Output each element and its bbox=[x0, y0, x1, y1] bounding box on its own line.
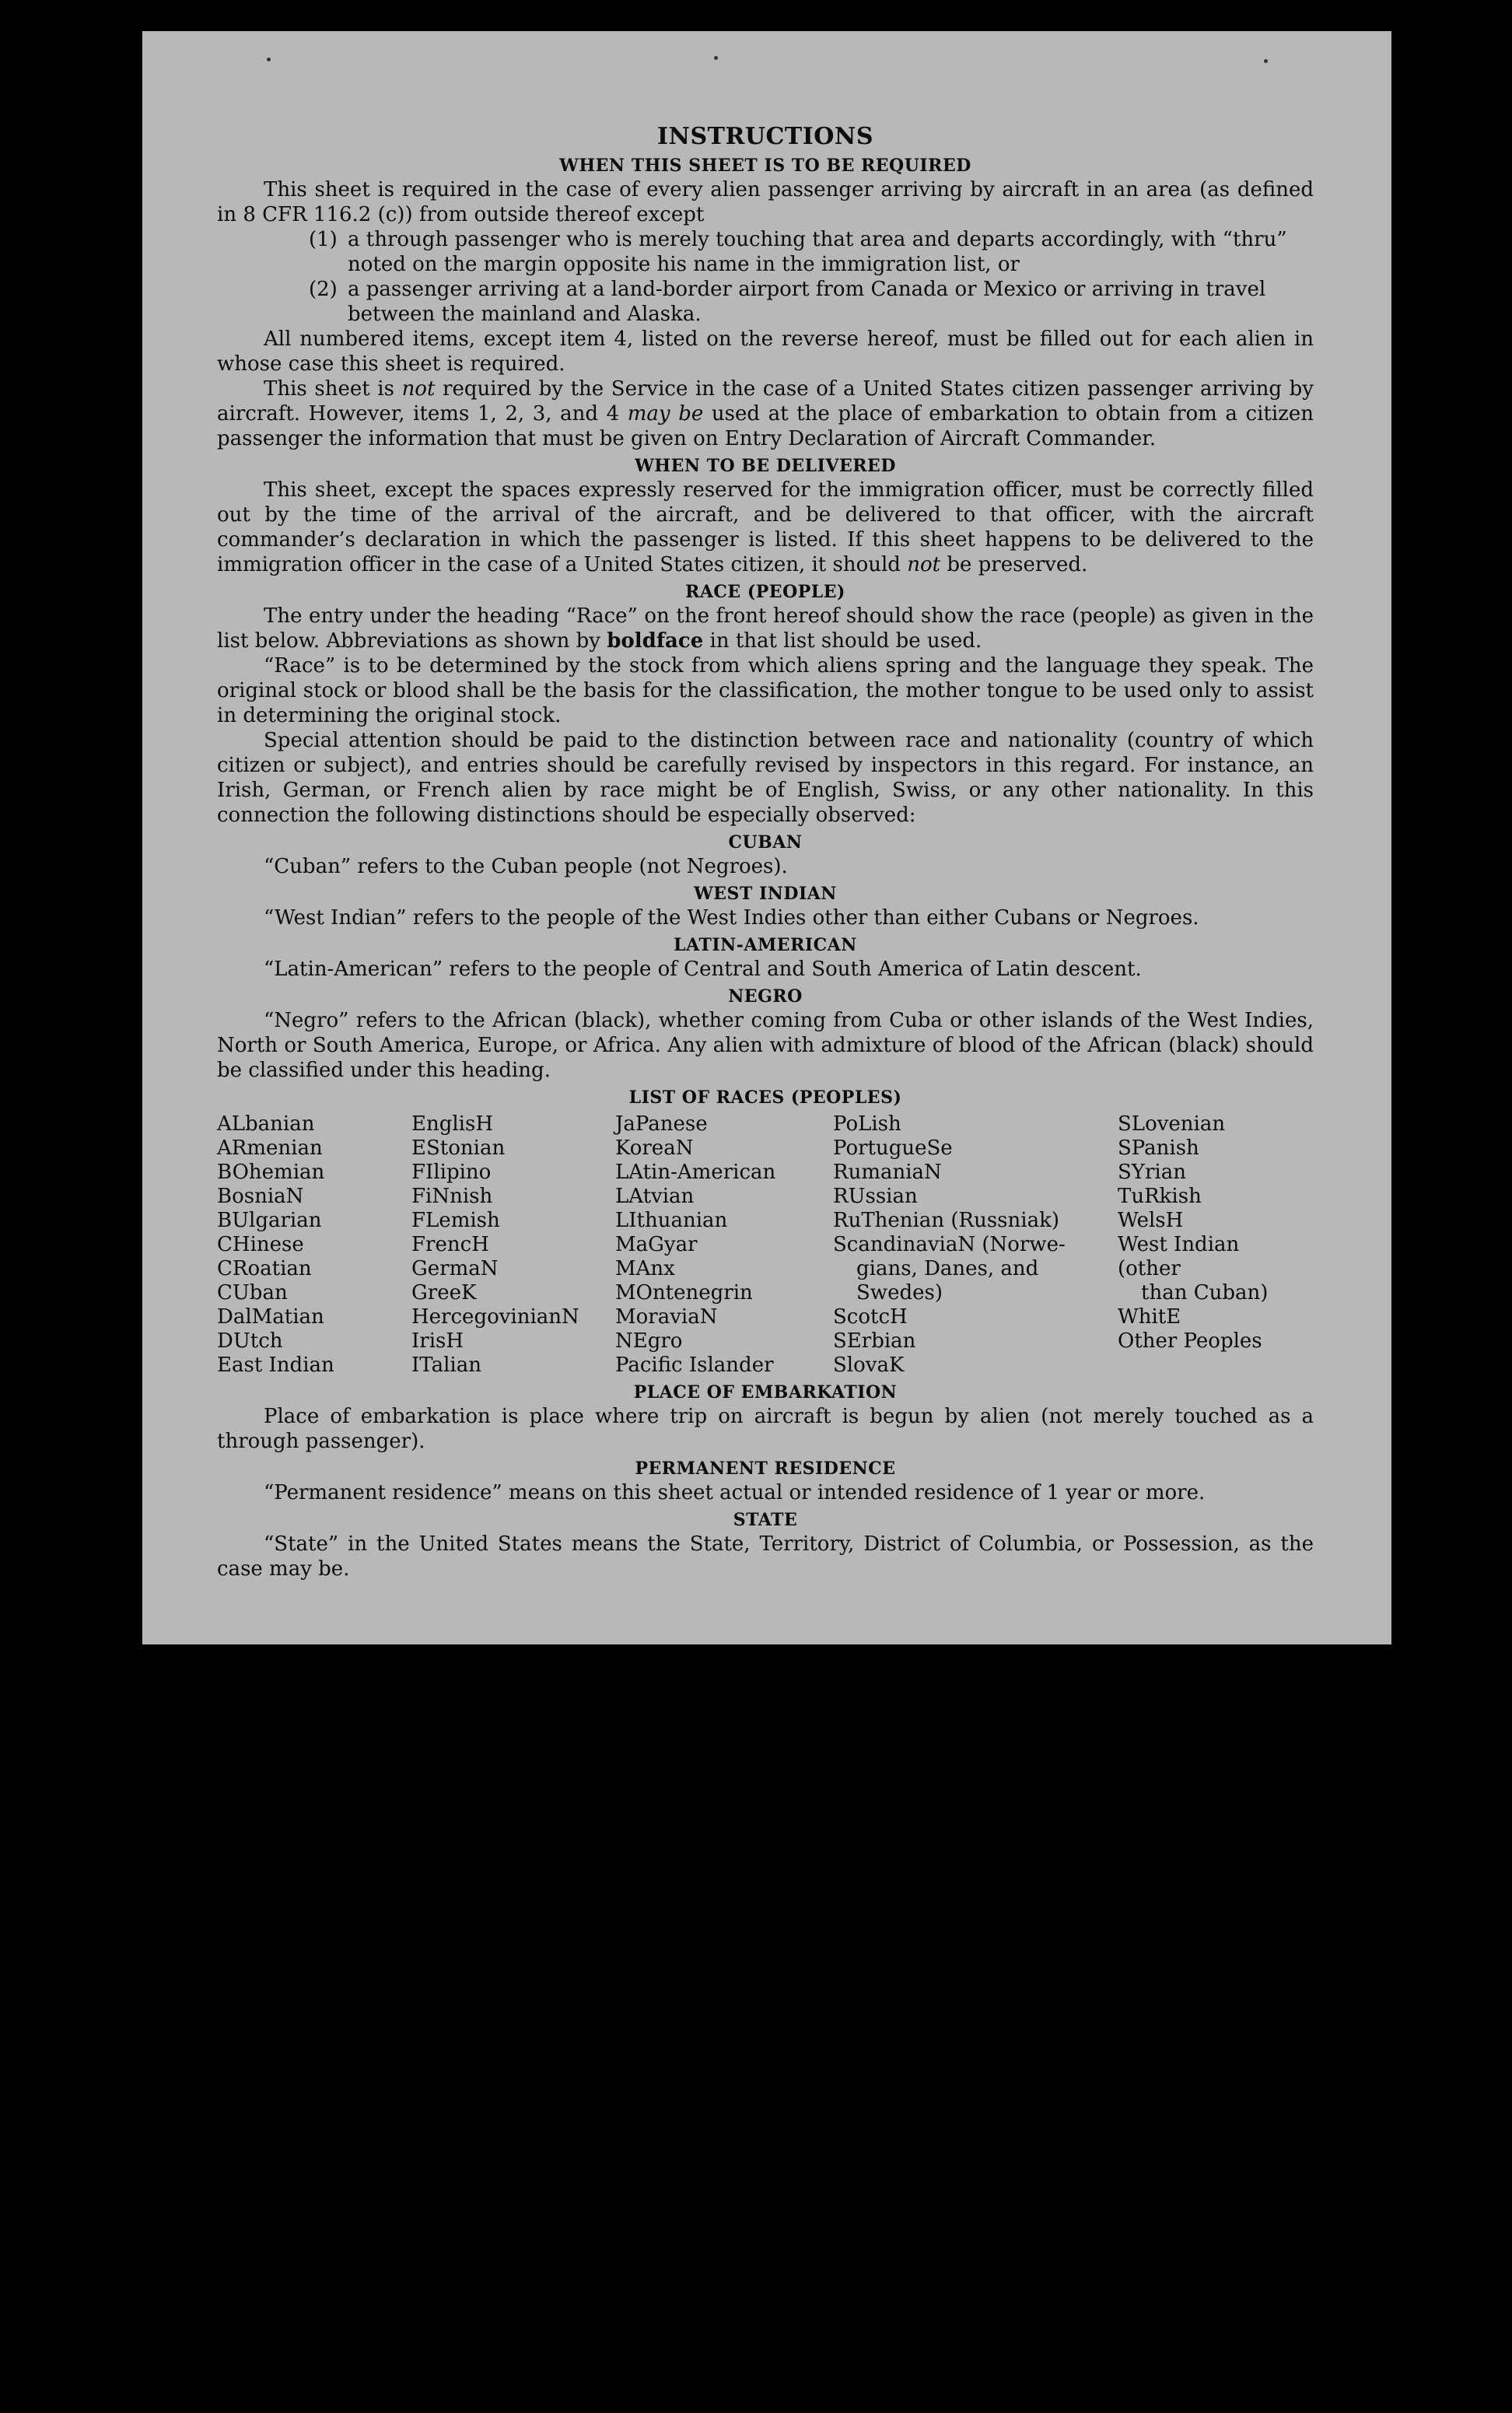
race-entry: ITalian bbox=[411, 1354, 481, 1377]
races-column bbox=[833, 1112, 1118, 1378]
race-entry: than Cuban) bbox=[1141, 1281, 1269, 1305]
race-entry: NEgro bbox=[615, 1329, 683, 1353]
exception-item bbox=[217, 277, 1314, 327]
race-entry: Other Peoples bbox=[1118, 1329, 1262, 1353]
race-entry: TuRkish bbox=[1118, 1185, 1202, 1208]
race-entry: ALbanian bbox=[217, 1112, 315, 1136]
race-entry: FLemish bbox=[411, 1209, 500, 1232]
heading-permanent-residence: PERMANENT RESIDENCE bbox=[635, 1459, 896, 1479]
races-column bbox=[411, 1112, 615, 1378]
race-entry: DUtch bbox=[217, 1329, 283, 1353]
race-entry: BOhemian bbox=[217, 1161, 325, 1184]
race-entry: MAnx bbox=[615, 1257, 675, 1280]
race-entry: IrisH bbox=[411, 1329, 464, 1353]
race-paragraph-1: The entry under the heading “Race” on the front hereof should show the race (people) as given in the list below. Abbreviations as shown by boldface in that list should be used. bbox=[217, 604, 1314, 653]
heading-races-list: LIST OF RACES (PEOPLES) bbox=[628, 1087, 902, 1108]
race-entry: CRoatian bbox=[217, 1257, 312, 1280]
race-entry: MaGyar bbox=[615, 1233, 698, 1256]
scan-speck bbox=[1264, 59, 1268, 63]
race-entry: Swedes) bbox=[856, 1281, 943, 1305]
heading-cuban: CUBAN bbox=[728, 832, 803, 853]
race-entry: BosniaN bbox=[217, 1185, 304, 1208]
race-entry: MoraviaN bbox=[615, 1305, 718, 1329]
races-column bbox=[217, 1112, 411, 1378]
heading-race: RACE (PEOPLE) bbox=[685, 582, 845, 602]
race-entry: WelsH bbox=[1118, 1209, 1184, 1232]
residence-text: “Permanent residence” means on this sheet actual or intended residence of 1 year or more. bbox=[264, 1481, 1206, 1504]
race-entry: EnglisH bbox=[411, 1112, 494, 1136]
race-entry: RuThenian (Russniak) bbox=[833, 1209, 1059, 1232]
race-entry: DalMatian bbox=[217, 1305, 324, 1329]
race-entry: ARmenian bbox=[217, 1136, 323, 1160]
race-entry: LAtin-American bbox=[615, 1161, 776, 1184]
race-entry: gians, Danes, and bbox=[856, 1257, 1039, 1280]
race-entry: LIthuanian bbox=[615, 1209, 728, 1232]
race-entry: CUban bbox=[217, 1281, 288, 1305]
race-entry: KoreaN bbox=[615, 1136, 694, 1160]
race-entry: RumaniaN bbox=[833, 1161, 942, 1184]
exception-number: (1) bbox=[309, 228, 338, 251]
race-entry: EStonian bbox=[411, 1136, 506, 1160]
race-paragraph-2: “Race” is to be determined by the stock from which aliens spring and the language they speak. The original stock or blood shall be the basis for the classification, the mother tongue to be used only to assist in determining the original stock. bbox=[217, 654, 1314, 727]
west-indian-text: “West Indian” refers to the people of the West Indies other than either Cubans or Negroes. bbox=[264, 906, 1199, 930]
page-title: INSTRUCTIONS bbox=[657, 123, 873, 150]
race-entry: West Indian (other bbox=[1118, 1233, 1240, 1280]
heading-state: STATE bbox=[733, 1510, 798, 1530]
race-entry: FrencH bbox=[411, 1233, 489, 1256]
exception-number: (2) bbox=[309, 278, 338, 301]
race-entry: FiNnish bbox=[411, 1185, 493, 1208]
races-column bbox=[1118, 1112, 1314, 1378]
heading-latin-american: LATIN-AMERICAN bbox=[674, 935, 857, 955]
race-entry: SYrian bbox=[1118, 1161, 1186, 1184]
heading-when-required: WHEN THIS SHEET IS TO BE REQUIRED bbox=[559, 156, 971, 176]
heading-negro: NEGRO bbox=[728, 986, 803, 1007]
negro-text: “Negro” refers to the African (black), whether coming from Cuba or other islands of the West Indies, North or South America, Europe, or Africa. Any alien with admixture of blood of the African (black) should be classified under this heading. bbox=[217, 1009, 1314, 1082]
cuban-text: “Cuban” refers to the Cuban people (not Negroes). bbox=[264, 855, 788, 878]
when-delivered-paragraph: This sheet, except the spaces expressly reserved for the immigration officer, must be correctly filled out by the time of the arrival of the aircraft, and be delivered to that officer, with the aircraft commander’s declaration in which the passenger is listed. If this sheet happens to be delivered to the immigration officer in the case of a United States citizen, it should not be preserved. bbox=[217, 478, 1314, 576]
race-entry: ScandinaviaN (Norwe- bbox=[833, 1233, 1066, 1256]
race-entry: JaPanese bbox=[615, 1112, 708, 1136]
race-entry: East Indian bbox=[217, 1354, 334, 1377]
race-entry: SPanish bbox=[1118, 1136, 1199, 1160]
race-entry: SlovaK bbox=[833, 1354, 905, 1377]
race-entry: FIlipino bbox=[411, 1161, 492, 1184]
race-entry: LAtvian bbox=[615, 1185, 695, 1208]
race-entry: BUlgarian bbox=[217, 1209, 322, 1232]
heading-embarkation: PLACE OF EMBARKATION bbox=[633, 1382, 898, 1403]
race-entry: SLovenian bbox=[1118, 1112, 1226, 1136]
race-entry: PortugueSe bbox=[833, 1136, 953, 1160]
race-entry: WhitE bbox=[1118, 1305, 1181, 1329]
citizen-paragraph: This sheet is not required by the Service in the case of a United States citizen passenger arriving by aircraft. However, items 1, 2, 3, and 4 may be used at the place of embarkation to obtain from a citizen passenger the information that must be given on Entry Declaration of Aircraft Commander. bbox=[217, 377, 1314, 450]
latin-american-text: “Latin-American” refers to the people of Central and South America of Latin descent. bbox=[264, 958, 1142, 981]
heading-west-indian: WEST INDIAN bbox=[694, 884, 837, 904]
scan-speck bbox=[714, 56, 718, 60]
numbered-items-paragraph: All numbered items, except item 4, listed on the reverse hereof, must be filled out for each alien in whose case this sheet is required. bbox=[217, 327, 1314, 376]
races-column bbox=[615, 1112, 833, 1378]
exception-item bbox=[217, 227, 1314, 277]
embarkation-text: Place of embarkation is place where trip on aircraft is begun by alien (not merely touched as a through passenger). bbox=[217, 1405, 1314, 1453]
state-text: “State” in the United States means the State, Territory, District of Columbia, or Possession, as the case may be. bbox=[217, 1532, 1314, 1581]
race-entry: GermaN bbox=[411, 1257, 499, 1280]
document-page bbox=[142, 31, 1391, 1644]
race-entry: ScotcH bbox=[833, 1305, 908, 1329]
race-entry: GreeK bbox=[411, 1281, 477, 1305]
scan-speck bbox=[267, 58, 271, 61]
race-paragraph-3: Special attention should be paid to the distinction between race and nationality (country of which citizen or subject), and entries should be carefully revised by inspectors in this regard. For instance, an Irish, German, or French alien by race might be of English, Swiss, or any other nationality. In this connection the following distinctions should be especially observed: bbox=[217, 729, 1314, 827]
heading-when-delivered: WHEN TO BE DELIVERED bbox=[635, 456, 896, 476]
when-required-intro: This sheet is required in the case of every alien passenger arriving by aircraft in an area (as defined in 8 CFR 116.2 (c)) from outside thereof except bbox=[217, 178, 1314, 226]
exception-text: a through passenger who is merely touching that area and departs accordingly, with “thru” noted on the margin opposite his name in the immigration list, or bbox=[348, 228, 1287, 276]
race-entry: CHinese bbox=[217, 1233, 304, 1256]
race-entry: HercegovinianN bbox=[411, 1305, 579, 1329]
race-entry: MOntenegrin bbox=[615, 1281, 753, 1305]
exception-text: a passenger arriving at a land-border airport from Canada or Mexico or arriving in travel between the mainland and Alaska. bbox=[348, 278, 1266, 326]
races-list bbox=[217, 1112, 1314, 1378]
race-entry: SErbian bbox=[833, 1329, 916, 1353]
race-entry: Pacific Islander bbox=[615, 1354, 774, 1377]
race-entry: PoLish bbox=[833, 1112, 901, 1136]
race-entry: RUssian bbox=[833, 1185, 918, 1208]
